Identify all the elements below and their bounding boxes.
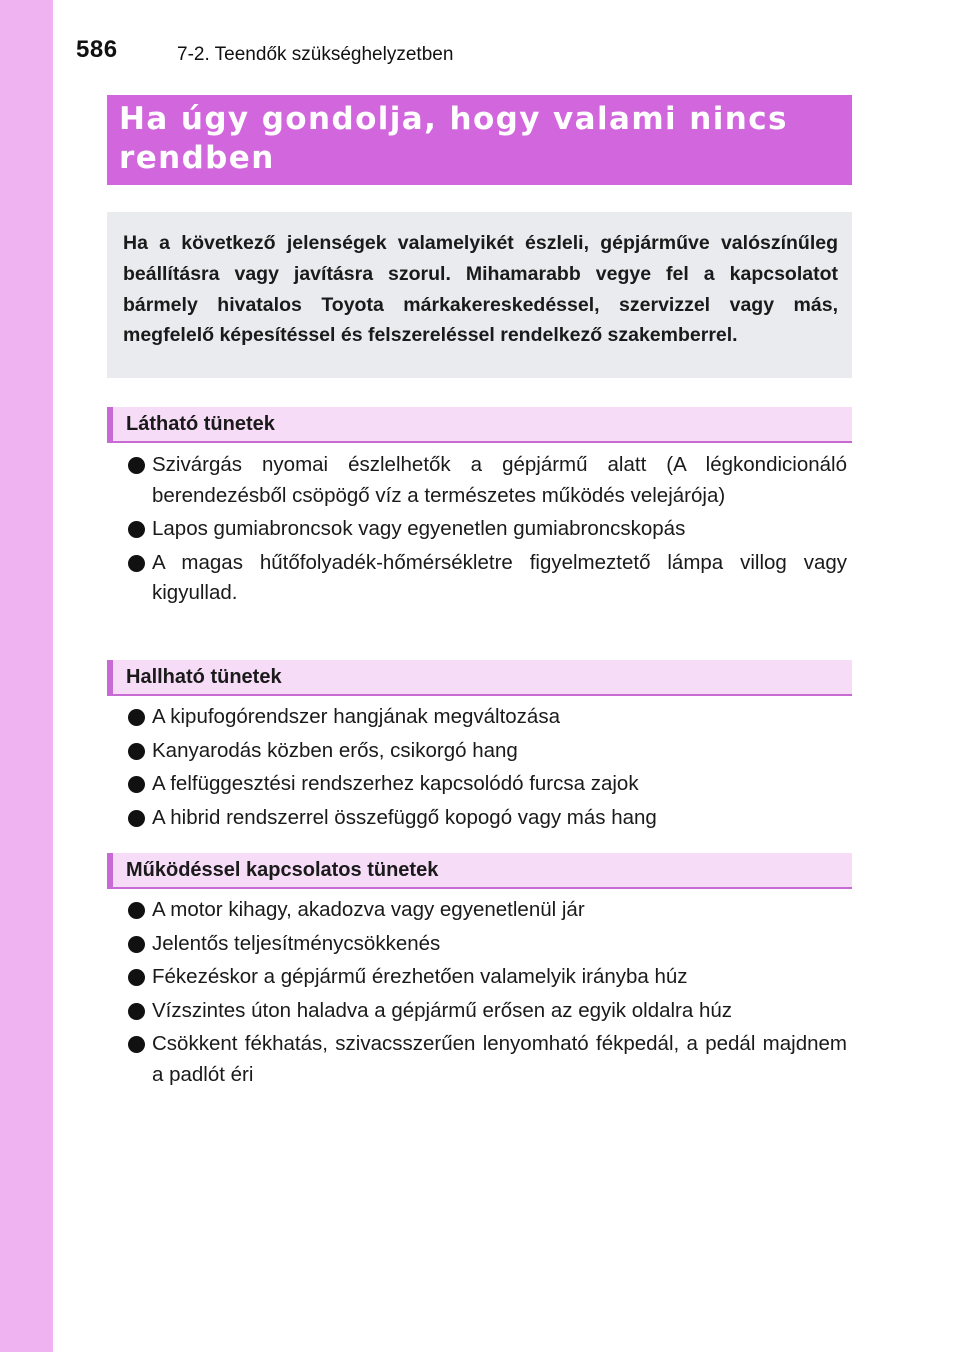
list-item: [127, 929, 847, 960]
list-item-text: A kipufogórendszer hangjának megváltozása: [152, 705, 560, 728]
side-color-strip: [0, 0, 53, 1352]
list-item: [127, 996, 847, 1027]
bullet-icon: [128, 810, 145, 827]
audible-symptoms-list: [127, 702, 847, 836]
bullet-icon: [128, 936, 145, 953]
list-item: [127, 450, 847, 511]
list-item-text: Lapos gumiabroncsok vagy egyenetlen gumiabroncskopás: [152, 517, 686, 540]
list-item-text: Vízszintes úton haladva a gépjármű erősen az egyik oldalra húz: [152, 998, 733, 1022]
list-item-text: A magas hűtőfolyadék-hőmérsékletre figyelmeztető lámpa villog vagy kigyullad.: [152, 550, 847, 604]
page-number: 586: [76, 36, 118, 63]
list-item: [127, 769, 847, 800]
list-item-text: Szivárgás nyomai észlelhetők a gépjármű alatt (A légkondicionáló berendezésből csöpögő víz a természetes működés velejárója): [152, 453, 847, 507]
list-item-text: A motor kihagy, akadozva vagy egyenetlenül jár: [152, 898, 585, 921]
list-item: [127, 736, 847, 767]
list-item-text: A felfüggesztési rendszerhez kapcsolódó furcsa zajok: [152, 772, 639, 795]
list-item-text: Csökkent fékhatás, szivacsszerűen lenyomható fékpedál, a pedál majdnem a padlót éri: [152, 1032, 847, 1086]
bullet-icon: [128, 457, 145, 474]
page-title: Ha úgy gondolja, hogy valami nincs rendben: [119, 101, 788, 176]
title-banner: [107, 95, 852, 185]
bullet-icon: [128, 969, 145, 986]
section-path: 7-2. Teendők szükséghelyzetben: [177, 44, 454, 65]
bullet-icon: [128, 709, 145, 726]
bullet-icon: [128, 902, 145, 919]
bullet-icon: [128, 743, 145, 760]
bullet-icon: [128, 1003, 145, 1020]
heading-audible-symptoms: Hallható tünetek: [107, 660, 852, 696]
bullet-icon: [128, 776, 145, 793]
intro-text: Ha a következő jelenségek valamelyikét észleli, gépjárműve valószínűleg beállításra vagy javításra szorul. Mihamarabb vegye fel a kapcsolatot bármely hivatalos Toyota márkakereskedéssel, szervizzel vagy más, megfelelő képesítéssel és felszereléssel rendelkező szakemberrel.: [123, 232, 838, 347]
list-item: [127, 1029, 847, 1090]
list-item-text: Jelentős teljesítménycsökkenés: [152, 931, 441, 955]
intro-box: [107, 212, 852, 378]
list-item-text: Fékezéskor a gépjármű érezhetően valamelyik irányba húz: [152, 965, 688, 988]
list-item: [127, 702, 847, 733]
list-item: [127, 514, 847, 545]
list-item: [127, 962, 847, 993]
list-item: [127, 803, 847, 834]
list-item: [127, 895, 847, 926]
heading-operational-symptoms: Működéssel kapcsolatos tünetek: [107, 853, 852, 889]
list-item-text: A hibrid rendszerrel összefüggő kopogó vagy más hang: [152, 805, 657, 829]
bullet-icon: [128, 1036, 145, 1053]
visible-symptoms-list: [127, 450, 847, 612]
bullet-icon: [128, 555, 145, 572]
bullet-icon: [128, 521, 145, 538]
list-item: [127, 548, 847, 609]
operational-symptoms-list: [127, 895, 847, 1093]
list-item-text: Kanyarodás közben erős, csikorgó hang: [152, 738, 518, 762]
heading-visible-symptoms: Látható tünetek: [107, 407, 852, 443]
